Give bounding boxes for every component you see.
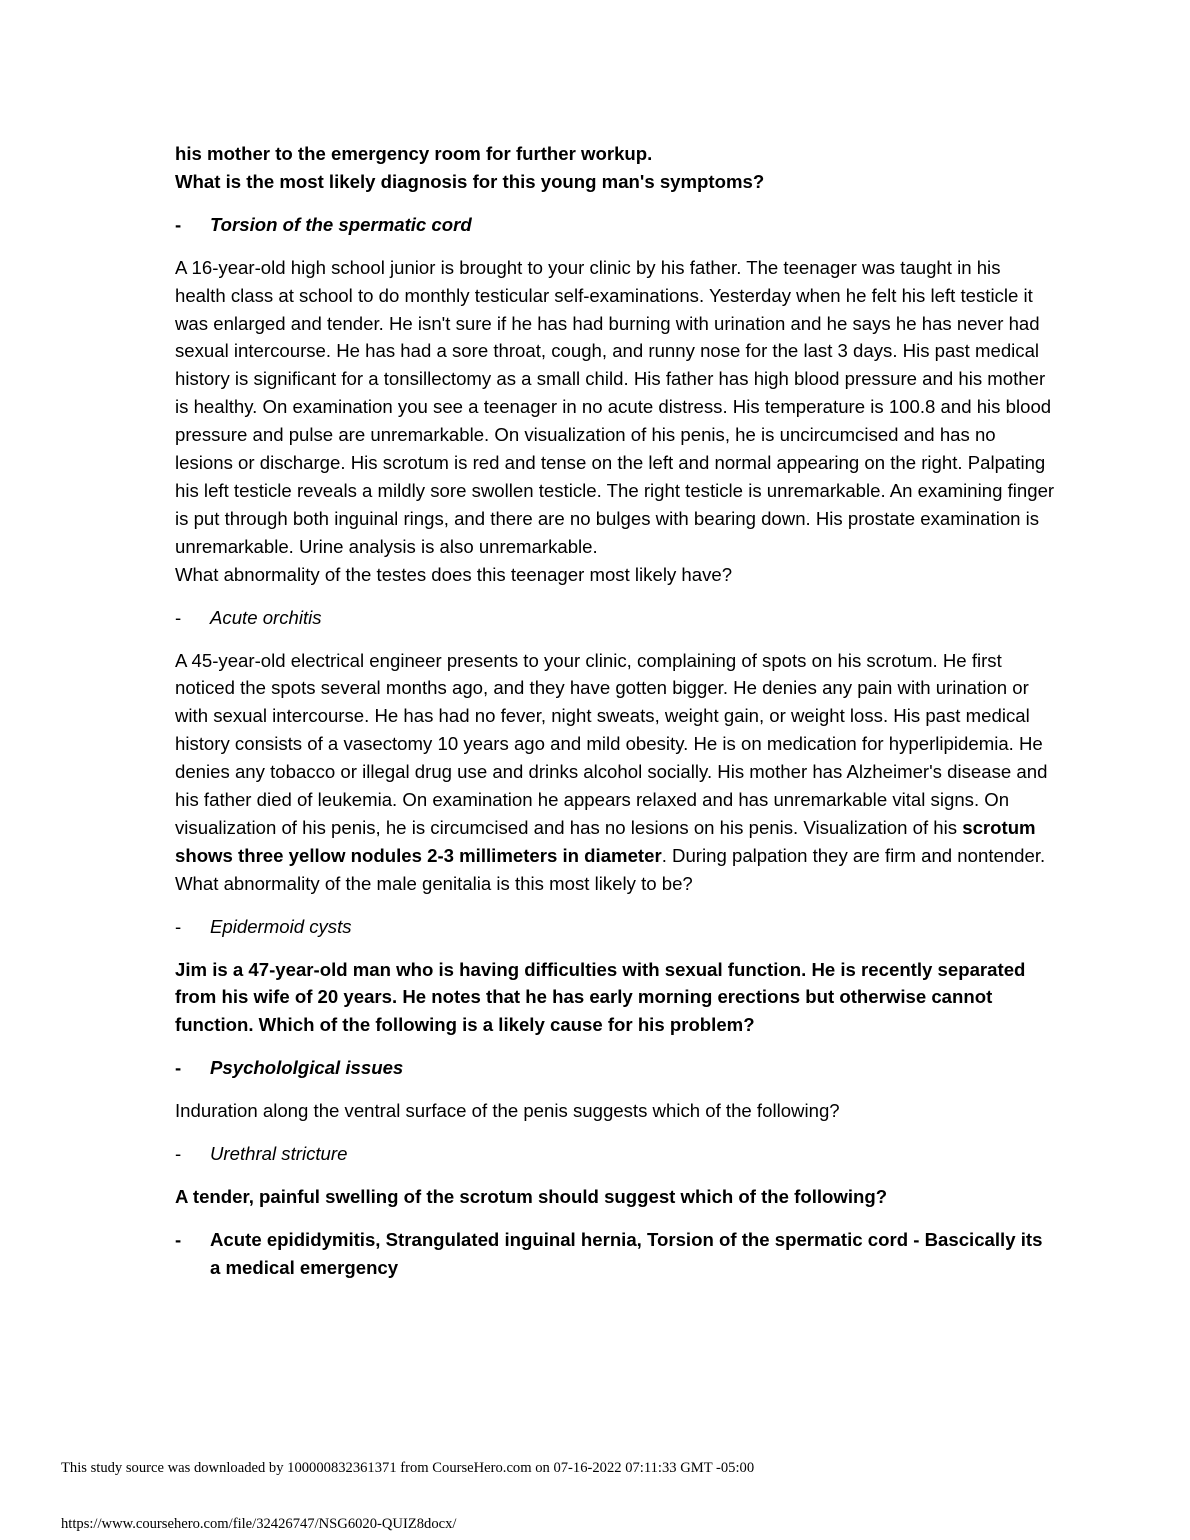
swelling-answer: [175, 1226, 1055, 1282]
cysts-question-block: [175, 647, 1055, 898]
answer-dash: -: [175, 213, 182, 235]
answer-text: Acute epididymitis, Strangulated inguinal hernia, Torsion of the spermatic cord - Bascically its a medical emergency: [210, 1228, 1043, 1278]
answer-text: Epidermoid cysts: [210, 915, 352, 937]
answer-dash: -: [175, 915, 182, 937]
answer-text: Psychololgical issues: [210, 1057, 404, 1079]
answer-dash: -: [175, 1228, 182, 1250]
answer-dash: -: [175, 1143, 182, 1165]
intro-question: What is the most likely diagnosis for this young man's symptoms?: [175, 170, 765, 192]
source-url[interactable]: https://www.coursehero.com/file/32426747/NSG6020-QUIZ8docx/: [61, 1516, 457, 1532]
intro-question-block: [175, 140, 1055, 196]
orchitis-question-block: [175, 254, 1055, 589]
induration-question-block: [175, 1097, 1055, 1125]
intro-continuation: his mother to the emergency room for further workup.: [175, 143, 653, 164]
induration-answer: [175, 1140, 1055, 1168]
cysts-case-highlight: scrotum shows three yellow nodules 2-3 millimeters in diameter: [175, 816, 1036, 866]
answer-dash: -: [175, 606, 182, 628]
answer-dash: -: [175, 1057, 182, 1079]
cysts-answer: [175, 913, 1055, 941]
cysts-case: [175, 647, 1055, 870]
orchitis-answer: [175, 604, 1055, 632]
intro-answer: [175, 211, 1055, 239]
cysts-case-text-end: . During palpation they are firm and nontender.: [661, 844, 1046, 866]
answer-text: Acute orchitis: [210, 606, 322, 628]
cysts-case-text: A 45-year-old electrical engineer presents to your clinic, complaining of spots on his scrotum. He first noticed the spots several months ago, and they have gotten bigger. He denies any pain with urination or with sexual intercourse. He has had no fever, night sweats, weight gain, or weight loss. His past medical history consists of a vasectomy 10 years ago and mild obesity. He is on medication for hyperlipidemia. He denies any tobacco or illegal drug use and drinks alcohol socially. His mother has Alzheimer's disease and his father died of leukemia. On examination he appears relaxed and has unremarkable vital signs. On visualization of his penis, he is circumcised and has no lesions on his penis. Visualization of his: [175, 649, 1048, 838]
swelling-question: A tender, painful swelling of the scrotum should suggest which of the following?: [175, 1186, 888, 1207]
jim-answer: [175, 1054, 1055, 1082]
orchitis-question: What abnormality of the testes does this teenager most likely have?: [175, 563, 733, 585]
swelling-question-block: [175, 1183, 1055, 1211]
orchitis-case: A 16-year-old high school junior is brought to your clinic by his father. The teenager was taught in his health class at school to do monthly testicular self-examinations. Yesterday when he felt his left testicle it was enlarged and tender. He isn't sure if he has had burning with urination and he says he has never had sexual intercourse. He has had a sore throat, cough, and runny nose for the last 3 days. His past medical history is significant for a tonsillectomy as a small child. His father has high blood pressure and his mother is healthy. On examination you see a teenager in no acute distress. His temperature is 100.8 and his blood pressure and pulse are unremarkable. On visualization of his penis, he is uncircumcised and has no lesions or discharge. His scrotum is red and tense on the left and normal appearing on the right. Palpating his left testicle reveals a mildly sore swollen testicle. The right testicle is unremarkable. An examining finger is put through both inguinal rings, and there are no bulges with bearing down. His prostate examination is unremarkable. Urine analysis is also unremarkable.: [175, 256, 1055, 557]
download-notice: This study source was downloaded by 100000832361371 from CourseHero.com on 07-16-2022 07:11:33 GMT -05:00: [61, 1460, 755, 1476]
answer-text: Urethral stricture: [210, 1143, 348, 1165]
jim-question-block: [175, 956, 1055, 1040]
cysts-question: What abnormality of the male genitalia is this most likely to be?: [175, 872, 693, 894]
induration-question: Induration along the ventral surface of the penis suggests which of the following?: [175, 1100, 840, 1122]
answer-text: Torsion of the spermatic cord: [210, 213, 472, 235]
document-body: [175, 140, 1055, 1297]
jim-question: Jim is a 47-year-old man who is having difficulties with sexual function. He is recently separated from his wife of 20 years. He notes that he has early morning erections but otherwise cannot function. Which of the following is a likely cause for his problem?: [175, 958, 1026, 1036]
